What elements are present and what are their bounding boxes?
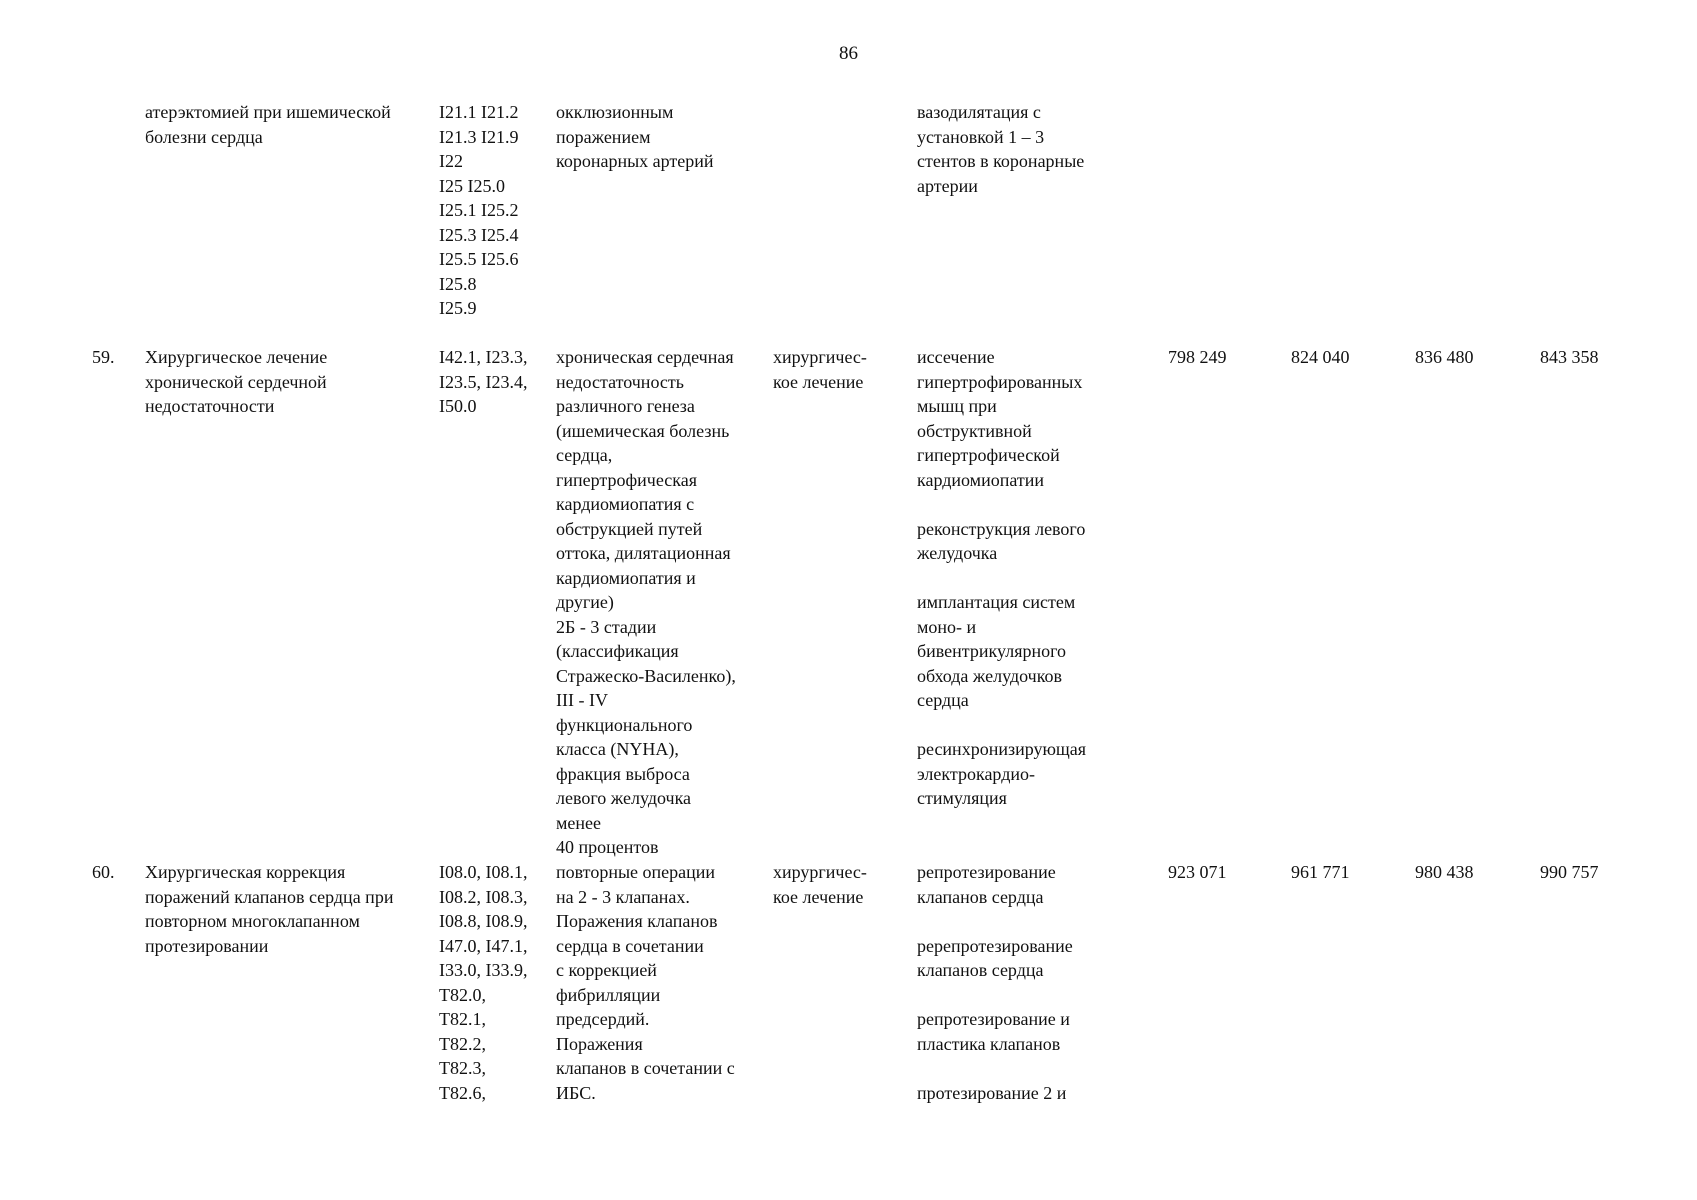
row-patient-model: повторные операции на 2 - 3 клапанах. Поражения клапанов сердца в сочетании с коррекцией фибрилляции предсердий. Поражения клапанов в сочетании с ИБС. [556,862,735,1103]
row-price-2: 961 771 [1291,862,1350,882]
row-name: Хирургическая коррекция поражений клапанов сердца при повторном многоклапанном протезировании [145,862,394,956]
row-price-1: 923 071 [1168,862,1227,882]
row-codes: I08.0, I08.1, I08.2, I08.3, I08.8, I08.9, I47.0, I47.1, I33.0, I33.9, T82.0, T82.1, T82.2, T82.3, T82.6, [439,862,528,1103]
row-price-3: 980 438 [1415,862,1474,882]
row-name: Хирургическое лечение хронической сердечной недостаточности [145,347,328,416]
row-price-3: 836 480 [1415,347,1474,367]
page-number: 86 [839,43,858,64]
row-patient-model: хроническая сердечная недостаточность различного генеза (ишемическая болезнь сердца, гипертрофическая кардиомиопатия с обструкцией путей оттока, дилятационная кардиомиопатия и другие) 2Б - 3 стадии (классификация Стражеско-Василенко), III - IV функционального класса (NYHA), фракция выброса левого желудочка менее 40 процентов [556,347,736,857]
row-codes: I21.1 I21.2 I21.3 I21.9 I22 I25 I25.0 I25.1 I25.2 I25.3 I25.4 I25.5 I25.6 I25.8 I25.9 [439,102,519,318]
row-name: атерэктомией при ишемической болезни сердца [145,102,391,147]
row-number: 59. [92,347,115,367]
row-price-2: 824 040 [1291,347,1350,367]
row-treatment-type: хирургичес- кое лечение [773,347,867,392]
row-price-4: 990 757 [1540,862,1599,882]
row-patient-model: окклюзионным поражением коронарных артерий [556,102,714,171]
row-method: репротезирование клапанов сердца ререпротезирование клапанов сердца репротезирование и пластика клапанов протезирование 2 и [917,862,1073,1103]
row-method: вазодилятация с установкой 1 – 3 стентов в коронарные артерии [917,102,1085,196]
row-method: иссечение гипертрофированных мышц при обструктивной гипертрофической кардиомиопатии реконструкция левого желудочка имплантация систем моно- и бивентрикулярного обхода желудочков сердца ресинхронизирующая электрокардио- стимуляция [917,347,1087,808]
row-codes: I42.1, I23.3, I23.5, I23.4, I50.0 [439,347,528,416]
row-price-1: 798 249 [1168,347,1227,367]
row-price-4: 843 358 [1540,347,1599,367]
row-treatment-type: хирургичес- кое лечение [773,862,867,907]
row-number: 60. [92,862,115,882]
